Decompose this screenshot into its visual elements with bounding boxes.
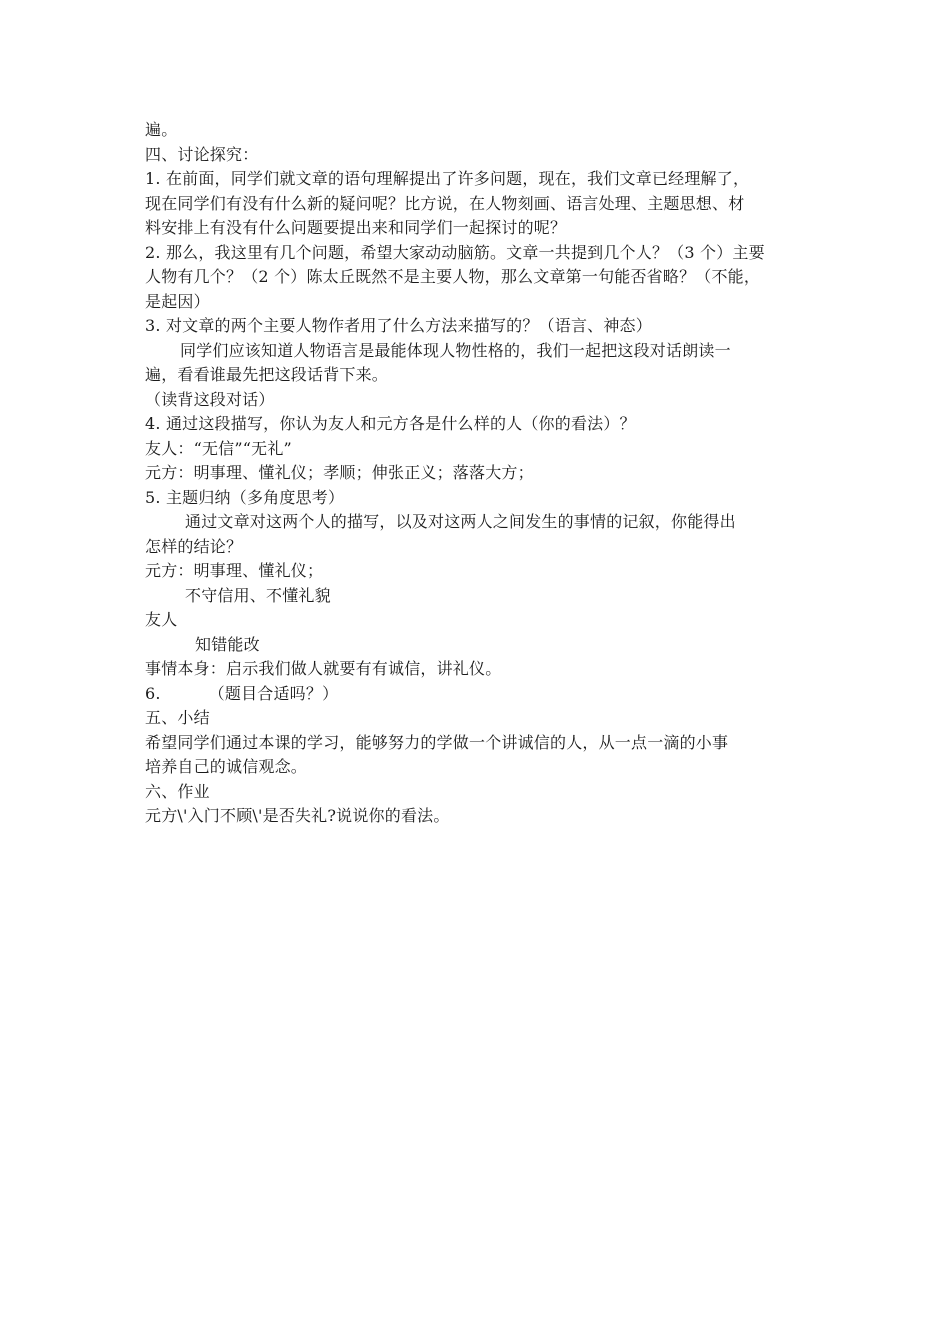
text-line: 友人：“无信”“无礼” xyxy=(145,438,292,458)
text-line: 料安排上有没有什么问题要提出来和同学们一起探讨的呢？ xyxy=(145,218,567,237)
text-line: 元方\'入门不顾\'是否失礼?说说你的看法。 xyxy=(145,806,450,825)
text-line: 4. 通过这段描写，你认为友人和元方各是什么样的人（你的看法）？ xyxy=(145,414,636,433)
text-line: 3. 对文章的两个主要人物作者用了什么方法来描写的？（语言、神态） xyxy=(145,316,652,335)
text-line: 同学们应该知道人物语言是最能体现人物性格的，我们一起把这段对话朗读一 xyxy=(180,340,731,360)
text-line: 知错能改 xyxy=(195,634,260,654)
text-line: 培养自己的诚信观念。 xyxy=(145,757,308,776)
text-line: 现在同学们有没有什么新的疑问呢？比方说，在人物刻画、语言处理、主题思想、材 xyxy=(145,193,745,213)
text-line xyxy=(145,682,809,707)
section-heading: 六、作业 xyxy=(145,781,210,801)
text-line: 元方：明事理、懂礼仪；孝顺；伸张正义；落落大方； xyxy=(145,463,534,482)
text-line: 1. 在前面，同学们就文章的语句理解提出了许多问题，现在，我们文章已经理解了， xyxy=(145,169,750,188)
text-line: 遍，看看谁最先把这段话背下来。 xyxy=(145,365,389,384)
text-line: 通过文章对这两个人的描写，以及对这两人之间发生的事情的记叙，你能得出 xyxy=(185,512,736,531)
text-line: 希望同学们通过本课的学习，能够努力的学做一个讲诚信的人，从一点一滴的小事 xyxy=(145,732,729,752)
text-line: （读背这段对话） xyxy=(145,389,275,409)
text-line: 事情本身：启示我们做人就要有有诚信，讲礼仪。 xyxy=(145,659,502,678)
item-text: （题目合适吗？） xyxy=(208,683,339,703)
text-line: 遍。 xyxy=(145,120,178,139)
text-line: 2. 那么，我这里有几个问题，希望大家动动脑筋。文章一共提到几个人？（3 个）主要 xyxy=(145,242,765,262)
section-heading: 四、讨论探究： xyxy=(145,144,259,164)
section-heading: 五、小结 xyxy=(145,708,210,727)
text-line: 不守信用、不懂礼貌 xyxy=(185,585,331,605)
text-line: 是起因） xyxy=(145,291,210,311)
text-line: 人物有几个？（2 个）陈太丘既然不是主要人物，那么文章第一句能否省略？（不能， xyxy=(145,267,761,286)
item-number: 6. xyxy=(145,683,161,703)
text-line: 元方：明事理、懂礼仪； xyxy=(145,561,324,580)
document-page xyxy=(145,118,809,829)
text-line: 5. 主题归纳（多角度思考） xyxy=(145,487,345,507)
text-line: 友人 xyxy=(145,610,178,629)
text-line: 怎样的结论？ xyxy=(145,536,243,556)
